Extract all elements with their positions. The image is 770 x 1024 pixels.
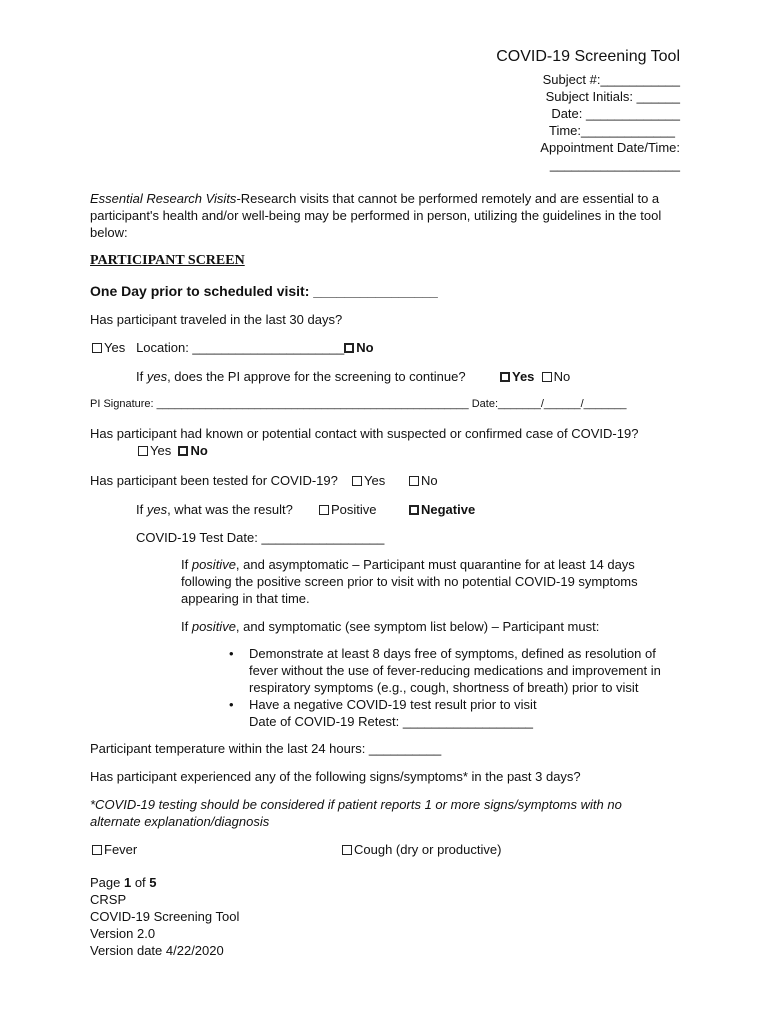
one-day-prior-field[interactable]: One Day prior to scheduled visit: ________________: [90, 283, 438, 299]
tested-no: [409, 473, 438, 488]
bullet-1-line-2: fever without the use of fever-reducing medications and improvement in: [249, 663, 661, 678]
tested-yes-checkbox[interactable]: [352, 476, 362, 486]
sym-if-text: If: [181, 619, 192, 634]
tested-question: Has participant been tested for COVID-19?: [90, 473, 338, 488]
page-title: COVID-19 Screening Tool: [496, 48, 680, 65]
asym-if-text: If: [181, 557, 192, 572]
sym-rest-text: , and symptomatic (see symptom list below) – Participant must:: [235, 619, 600, 634]
pi-yes-label: Yes: [512, 369, 535, 384]
page-current: 1: [123, 875, 132, 890]
tested-yes-label: Yes: [364, 473, 386, 488]
testing-note-line-1: *COVID-19 testing should be considered if patient reports 1 or more signs/symptoms with no: [90, 797, 622, 812]
asymptomatic-line-3: appearing in that time.: [181, 591, 310, 606]
pi-rest-text: , does the PI approve for the screening to continue?: [167, 369, 466, 384]
contact-answers: [138, 443, 208, 458]
positive-label: Positive: [331, 502, 377, 517]
travel-answer-row: [92, 340, 374, 355]
temperature-field[interactable]: Participant temperature within the last 24 hours: __________: [90, 741, 442, 756]
footer-version: Version 2.0: [90, 926, 156, 941]
cough-checkbox[interactable]: [342, 845, 352, 855]
appointment-label: Appointment Date/Time:: [540, 140, 680, 155]
test-date-field[interactable]: COVID-19 Test Date: _________________: [136, 530, 385, 545]
result-positive: [319, 502, 377, 517]
subject-initials-field[interactable]: Subject Initials: ______: [545, 89, 680, 104]
result-if-text: If: [136, 502, 147, 517]
tested-no-checkbox[interactable]: [409, 476, 419, 486]
negative-label: Negative: [421, 502, 476, 517]
pi-no-checkbox[interactable]: [542, 372, 552, 382]
pi-approve-question: [136, 369, 466, 384]
sym-positive-italic: positive: [191, 619, 236, 634]
pi-approve-answers: [500, 369, 570, 384]
footer-version-date: Version date 4/22/2020: [90, 943, 224, 958]
appointment-field[interactable]: __________________: [549, 157, 680, 172]
asym-positive-italic: positive: [191, 557, 236, 572]
result-negative: [409, 502, 475, 517]
page-prefix: Page: [90, 875, 124, 890]
result-yes-italic: yes: [146, 502, 168, 517]
intro-line-3: below:: [90, 225, 128, 240]
travel-no-label: No: [356, 340, 374, 355]
page-of: of: [131, 875, 150, 890]
pi-if-text: If: [136, 369, 147, 384]
travel-question: Has participant traveled in the last 30 days?: [90, 312, 343, 327]
bullet-dot-2: •: [229, 697, 234, 712]
symptom-cough: [342, 842, 501, 857]
pi-no-label: No: [553, 369, 571, 384]
bullet-1-line-3: respiratory symptoms (e.g., cough, shortness of breath) prior to visit: [249, 680, 639, 695]
pi-yes-checkbox[interactable]: [500, 372, 510, 382]
travel-yes-checkbox[interactable]: [92, 343, 102, 353]
tested-yes: [352, 473, 385, 488]
testing-note-line-2: alternate explanation/diagnosis: [90, 814, 270, 829]
fever-label: Fever: [104, 842, 138, 857]
contact-no-checkbox[interactable]: [178, 446, 188, 456]
travel-no-checkbox[interactable]: [344, 343, 354, 353]
symptoms-question: Has participant experienced any of the following signs/symptoms* in the past 3 days?: [90, 769, 581, 784]
page-number: [90, 875, 157, 890]
travel-location-field[interactable]: Location: _____________________: [136, 340, 345, 355]
symptomatic-line: [181, 619, 599, 634]
cough-label: Cough (dry or productive): [354, 842, 502, 857]
asym-text-1: , and asymptomatic – Participant must quarantine for at least 14 days: [235, 557, 635, 572]
contact-yes-checkbox[interactable]: [138, 446, 148, 456]
footer-org: CRSP: [90, 892, 127, 907]
footer-tool: COVID-19 Screening Tool: [90, 909, 240, 924]
subject-number-field[interactable]: Subject #:___________: [542, 72, 680, 87]
fever-checkbox[interactable]: [92, 845, 102, 855]
symptom-fever: [92, 842, 137, 857]
positive-checkbox[interactable]: [319, 505, 329, 515]
intro-line-1: [90, 191, 659, 206]
contact-no-label: No: [190, 443, 208, 458]
result-rest-text: , what was the result?: [167, 502, 293, 517]
asymptomatic-line-2: following the positive screen prior to visit with no potential COVID-19 symptoms: [181, 574, 638, 589]
bullet-2-line-1: Have a negative COVID-19 test result prior to visit: [249, 697, 537, 712]
bullet-dot-1: •: [229, 646, 234, 661]
intro-italic: Essential Research Visits: [90, 191, 237, 206]
result-question: [136, 502, 293, 517]
intro-line-2: participant's health and/or well-being may be performed in person, utilizing the guidelines in the tool: [90, 208, 662, 223]
contact-question: Has participant had known or potential contact with suspected or confirmed case of COVID-19?: [90, 426, 639, 441]
asymptomatic-line-1: [181, 557, 635, 572]
retest-date-field[interactable]: Date of COVID-19 Retest: __________________: [249, 714, 534, 729]
intro-text-1: -Research visits that cannot be performed remotely and are essential to a: [236, 191, 660, 206]
contact-yes-label: Yes: [150, 443, 172, 458]
pi-signature-field[interactable]: PI Signature: ___________________________________________________ Date:_______/______/_______: [90, 398, 627, 410]
bullet-1-line-1: Demonstrate at least 8 days free of symptoms, defined as resolution of: [249, 646, 656, 661]
negative-checkbox[interactable]: [409, 505, 419, 515]
time-field[interactable]: Time:_____________: [548, 123, 675, 138]
page-total: 5: [149, 875, 157, 890]
section-title: PARTICIPANT SCREEN: [90, 253, 245, 268]
travel-yes-label: Yes: [104, 340, 126, 355]
pi-yes-italic: yes: [146, 369, 168, 384]
tested-no-label: No: [421, 473, 438, 488]
date-field[interactable]: Date: _____________: [551, 106, 680, 121]
